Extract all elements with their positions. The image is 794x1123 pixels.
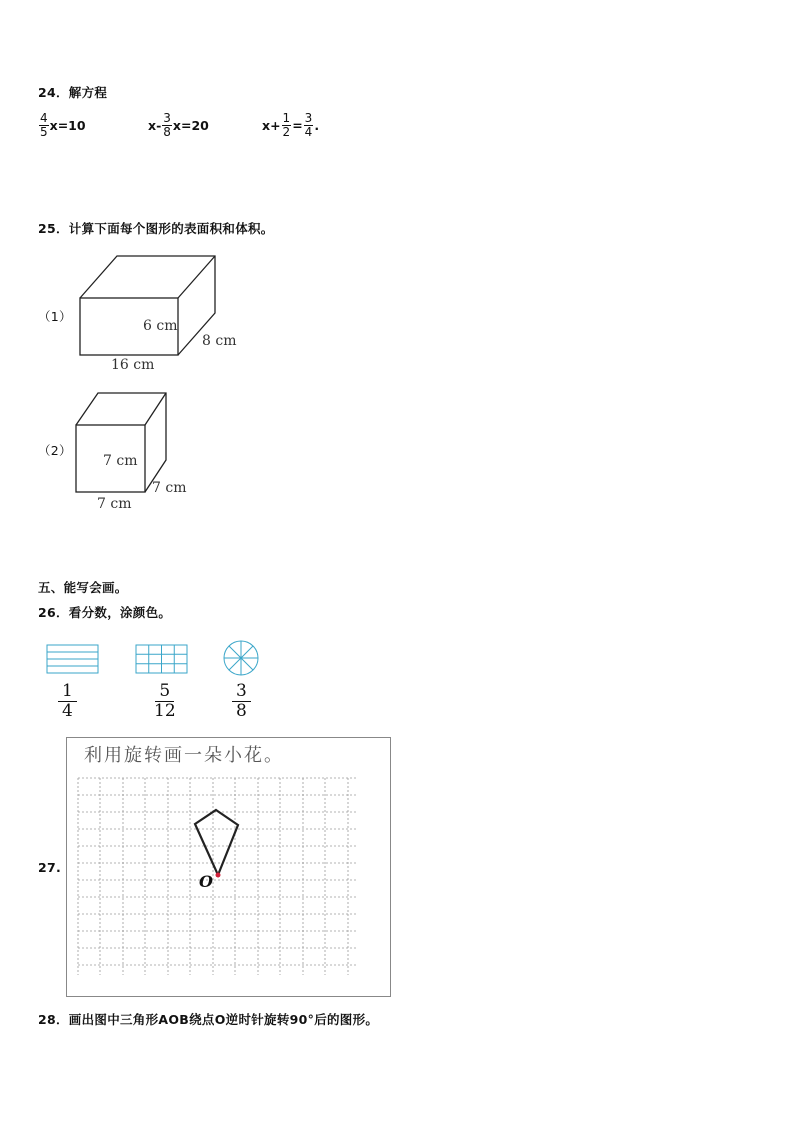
equation-text: x- bbox=[148, 118, 162, 133]
fig1-label: （1） bbox=[38, 309, 72, 324]
equation-text: x=10 bbox=[49, 118, 86, 133]
period: . bbox=[314, 118, 320, 133]
cuboid-height-label: 6 cm bbox=[143, 318, 178, 334]
denominator: 8 bbox=[236, 701, 247, 721]
numerator: 4 bbox=[40, 111, 48, 125]
equals-sign: = bbox=[292, 118, 303, 133]
numerator: 1 bbox=[282, 111, 291, 125]
cube-depth-label: 7 cm bbox=[152, 480, 187, 496]
numerator: 1 bbox=[58, 682, 77, 702]
denominator: 4 bbox=[304, 125, 313, 139]
numerator: 3 bbox=[304, 111, 313, 125]
cuboid-depth-label: 8 cm bbox=[202, 333, 237, 349]
section5-title: 五、能写会画。 bbox=[38, 580, 128, 595]
q24-title: 24．解方程 bbox=[38, 85, 108, 100]
equation-text: x=20 bbox=[172, 118, 209, 133]
q26-title: 26．看分数，涂颜色。 bbox=[38, 605, 172, 620]
denominator: 12 bbox=[154, 701, 176, 721]
denominator: 8 bbox=[163, 125, 171, 139]
cube-length-label: 7 cm bbox=[97, 496, 132, 512]
numerator: 3 bbox=[232, 682, 251, 702]
grid-caption: 利用旋转画一朵小花。 bbox=[84, 745, 284, 766]
denominator: 4 bbox=[62, 701, 73, 721]
equation-text: x+ bbox=[262, 118, 281, 133]
numerator: 3 bbox=[163, 111, 171, 125]
cuboid-length-label: 16 cm bbox=[111, 357, 155, 373]
numerator: 5 bbox=[155, 682, 174, 702]
q28-title: 28．画出图中三角形AOB绕点O逆时针旋转90°后的图形。 bbox=[38, 1012, 379, 1027]
point-o-label: O bbox=[199, 872, 213, 891]
rotation-point bbox=[216, 873, 221, 878]
q27-number: 27. bbox=[38, 860, 62, 875]
fig2-label: （2） bbox=[38, 443, 72, 458]
q25-title: 25．计算下面每个图形的表面积和体积。 bbox=[38, 221, 274, 236]
denominator: 2 bbox=[282, 125, 291, 139]
kite-shape bbox=[195, 810, 238, 875]
cube-height-label: 7 cm bbox=[103, 453, 138, 469]
denominator: 5 bbox=[40, 125, 48, 139]
